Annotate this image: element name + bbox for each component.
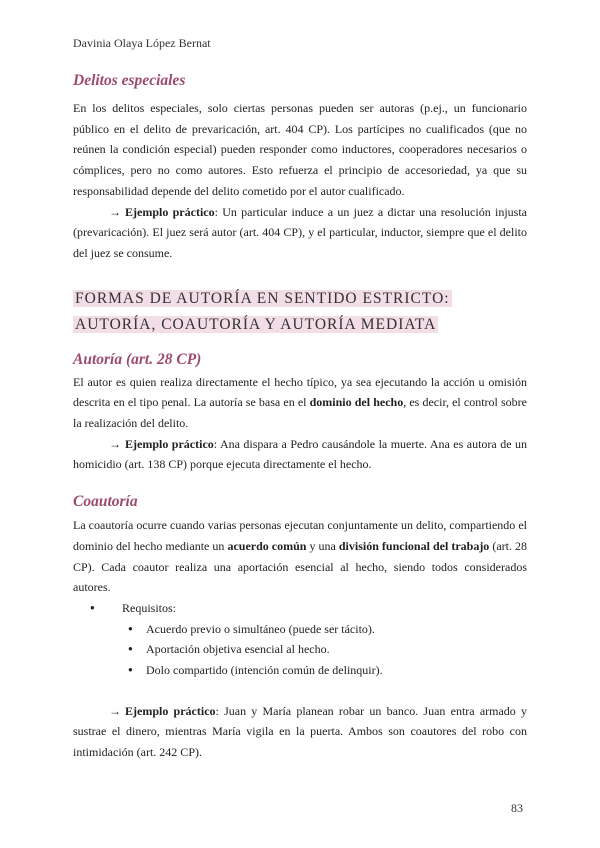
running-header: Davinia Olaya López Bernat [73, 36, 211, 50]
example-label: Ejemplo práctico [125, 703, 216, 718]
section-title-coautoria: Coautoría [73, 493, 138, 511]
example-delitos-especiales [73, 202, 527, 264]
arrow-icon: → [109, 703, 121, 718]
chapter-heading-text: FORMAS DE AUTORÍA EN SENTIDO ESTRICTO: AUTORÍA, COAUTORÍA Y AUTORÍA MEDIATA [75, 289, 450, 333]
requirements-list [73, 598, 527, 681]
list-item: ● Acuerdo previo o simultáneo (puede ser tácito). [73, 619, 527, 640]
text-span: , es decir, el control sobre la realización del delito. [73, 395, 528, 431]
example-text: : Un particular induce a un juez a dictar una resolución injusta (prevaricación). El juez será autor (art. 404 CP), y el particular, inductor, siempre que el delito del juez se consume. [73, 204, 527, 260]
chapter-heading [73, 286, 527, 338]
bold-term: acuerdo común [227, 538, 307, 553]
example-text: : Ana dispara a Pedro causándole la muerte. Ana es autora de un homicidio (art. 138 CP) porque ejecuta directamente el hecho. [73, 436, 528, 472]
page-number: 83 [511, 801, 523, 815]
paragraph-coautoria [73, 515, 527, 598]
bold-term: dominio del hecho [309, 395, 404, 410]
arrow-icon: → [109, 204, 121, 219]
text-span: (art. 28 CP). Cada coautor realiza una aportación esencial al hecho, siendo todos considerados autores. [73, 538, 528, 595]
list-item: ● Dolo compartido (intención común de delinquir). [73, 660, 527, 681]
section-title-autoria: Autoría (art. 28 CP) [73, 350, 202, 368]
example-autoria [73, 434, 527, 475]
section-title-delitos-especiales: Delitos especiales [73, 72, 186, 89]
example-text: : Juan y María planean robar un banco. Juan entra armado y sustrae el dinero, mientras María vigila en la puerta. Ambos son coautores del robo con intimidación (art. 242 CP). [73, 703, 528, 760]
bold-term: división funcional del trabajo [338, 538, 490, 553]
arrow-icon: → [109, 436, 121, 451]
text-span: y una [306, 538, 339, 553]
example-label: Ejemplo práctico [125, 436, 214, 451]
text-span: La coautoría ocurre cuando varias personas ejecutan conjuntamente un delito, compartiendo el dominio del hecho mediante un [73, 518, 527, 553]
page-content [73, 66, 527, 763]
text-span: El autor es quien realiza directamente el hecho típico, ya sea ejecutando la acción u omisión descrita en el tipo penal. La autoría se basa en el [73, 374, 527, 410]
paragraph-autoria [73, 372, 527, 434]
example-label: Ejemplo práctico [125, 204, 215, 219]
list-item-requisitos: ● Requisitos: [73, 598, 527, 619]
paragraph-delitos-especiales: En los delitos especiales, solo ciertas personas pueden ser autoras (p.ej., un funcionario público en el delito de prevaricación, art. 404 CP). Los partícipes no cualificados (que no reúnen la condición especial) pueden responder como inductores, cooperadores necesarios o cómplices, pero no como autores. Esto refuerza el principio de accesoriedad, ya que su responsabilidad depende del delito cometido por el autor cualificado. [73, 101, 527, 198]
list-item: ● Aportación objetiva esencial al hecho. [73, 639, 527, 660]
example-coautoria [73, 701, 527, 763]
